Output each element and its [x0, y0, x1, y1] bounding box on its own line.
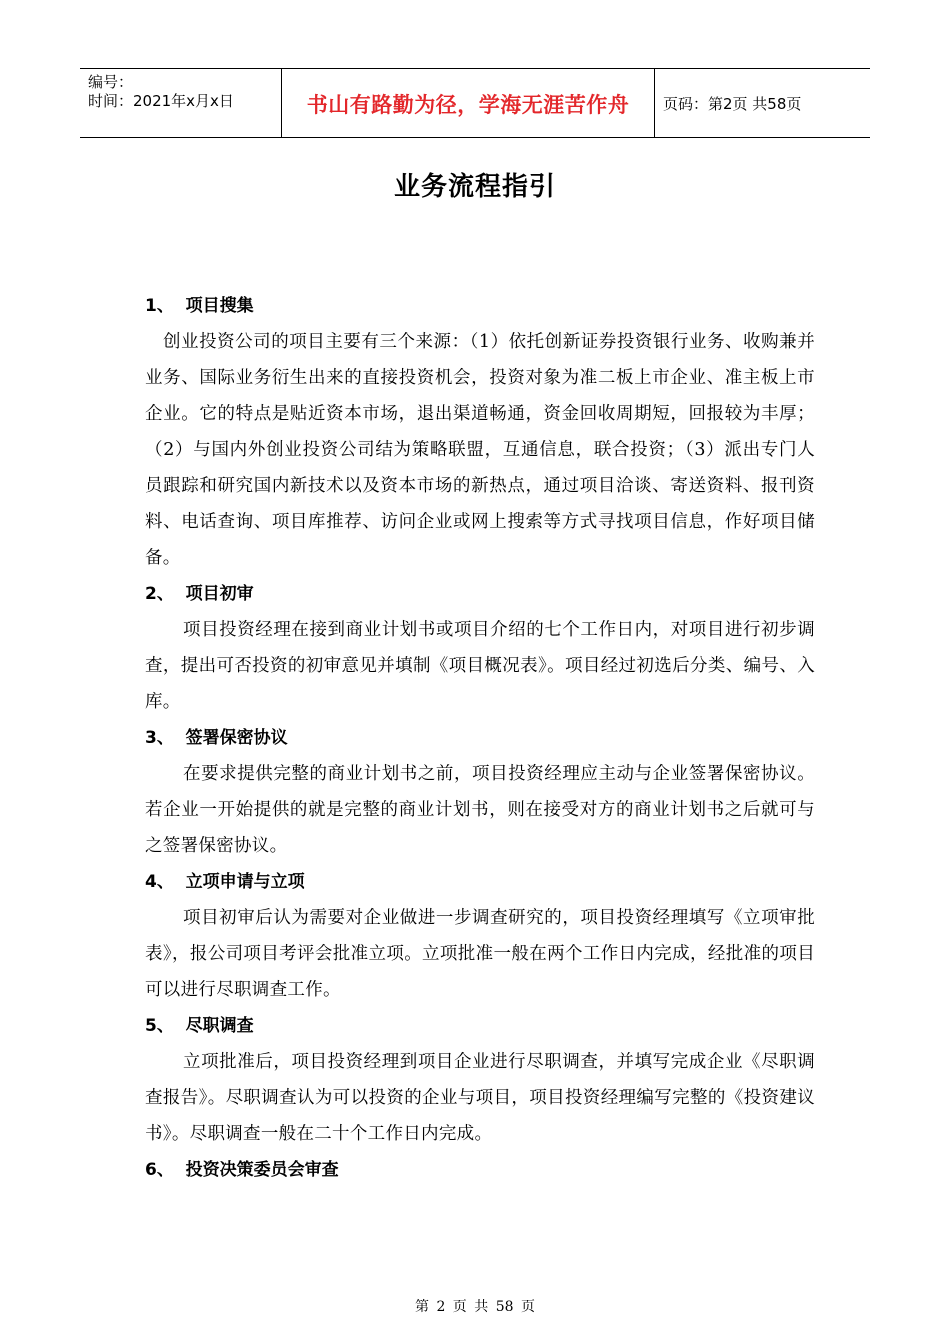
section-paragraph-4: 项目初审后认为需要对企业做进一步调查研究的，项目投资经理填写《立项审批表》，报公司项目考评会批准立项。立项批准一般在两个工作日内完成，经批准的项目可以进行尽职调查工作。 [145, 908, 815, 1000]
page-header [80, 68, 870, 138]
section-heading-6: 6、 投资决策委员会审查 [145, 1160, 339, 1180]
document-number-label: 编号： [88, 73, 134, 91]
section-heading-5: 5、 尽职调查 [145, 1016, 254, 1036]
section-heading-3: 3、 签署保密协议 [145, 728, 288, 748]
section-heading-2: 2、 项目初审 [145, 584, 254, 604]
document-body [145, 288, 815, 1188]
header-motto: 书山有路勤为径，学海无涯苦作舟 [306, 93, 630, 117]
header-motto-cell [281, 69, 655, 137]
header-info-cell [80, 69, 281, 137]
document-title: 业务流程指引 [393, 172, 556, 202]
page-footer: 第 2 页 共 58 页 [415, 1299, 535, 1315]
section-paragraph-5: 立项批准后，项目投资经理到项目企业进行尽职调查，并填写完成企业《尽职调查报告》。尽职调查认为可以投资的企业与项目，项目投资经理编写完整的《投资建议书》。尽职调查一般在二十个工作日内完成。 [145, 1052, 815, 1144]
header-page-info: 页码：第2页 共58页 [663, 95, 802, 113]
section-paragraph-2: 项目投资经理在接到商业计划书或项目介绍的七个工作日内，对项目进行初步调查，提出可否投资的初审意见并填制《项目概况表》。项目经过初选后分类、编号、入库。 [145, 620, 815, 712]
section-heading-4: 4、 立项申请与立项 [145, 872, 305, 892]
section-paragraph-1: 创业投资公司的项目主要有三个来源：（1）依托创新证券投资银行业务、收购兼并业务、国际业务衍生出来的直接投资机会，投资对象为准二板上市企业、准主板上市企业。它的特点是贴近资本市场，退出渠道畅通，资金回收周期短，回报较为丰厚；（2）与国内外创业投资公司结为策略联盟，互通信息，联合投资；（3）派出专门人员跟踪和研究国内新技术以及资本市场的新热点，通过项目洽谈、寄送资料、报刊资料、电话查询、项目库推荐、访问企业或网上搜索等方式寻找项目信息，作好项目储备。 [145, 332, 815, 568]
section-paragraph-3: 在要求提供完整的商业计划书之前，项目投资经理应主动与企业签署保密协议。若企业一开始提供的就是完整的商业计划书，则在接受对方的商业计划书之后就可与之签署保密协议。 [145, 764, 815, 856]
header-page-cell [655, 69, 870, 137]
section-heading-1: 1、 项目搜集 [145, 296, 254, 316]
document-date: 时间：2021年x月x日 [88, 92, 234, 110]
